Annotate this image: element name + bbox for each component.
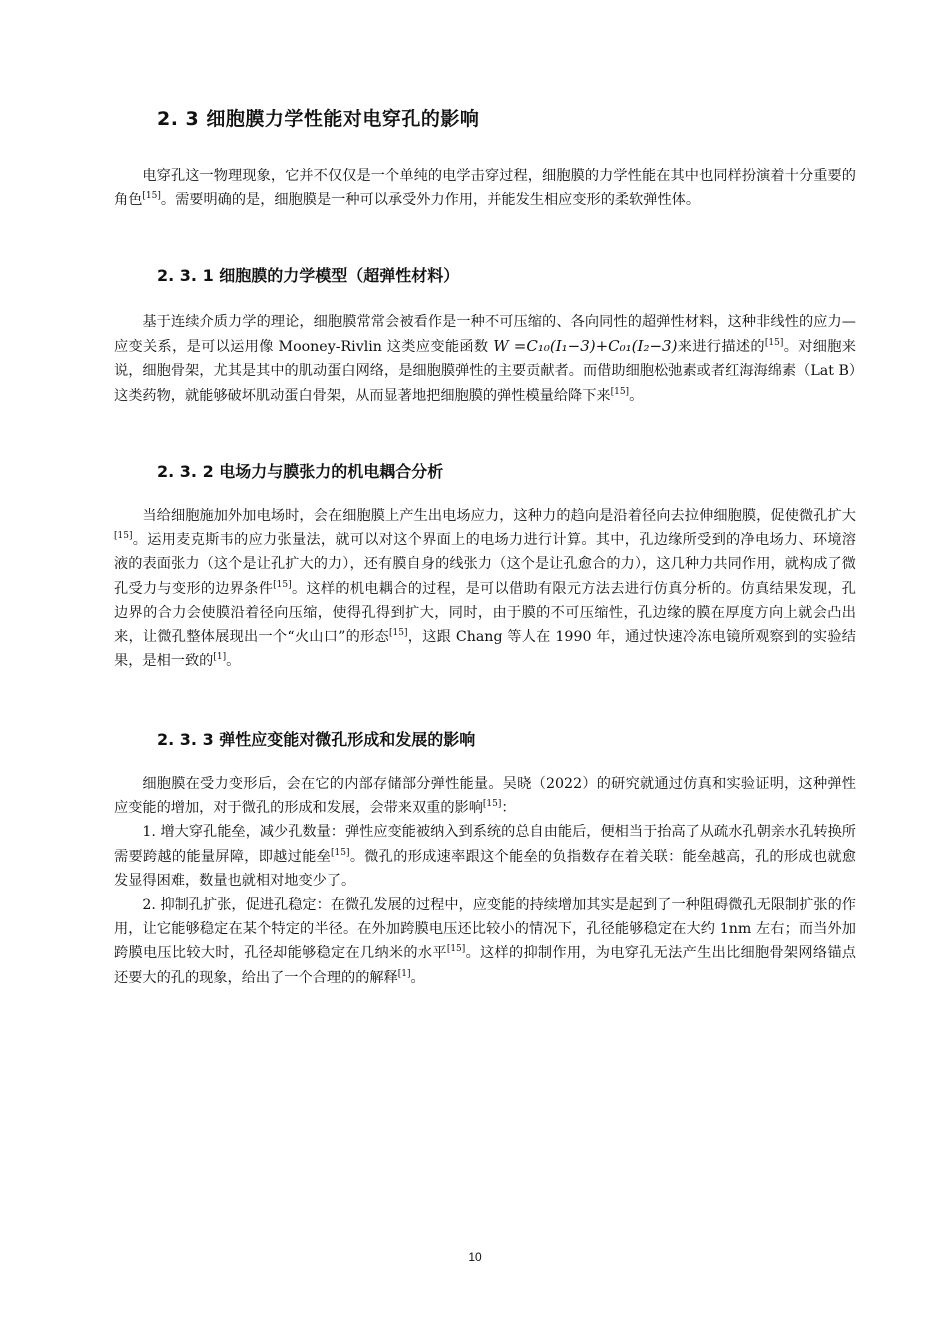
- text: 。这样的机电耦合的过程，是可以借助有限元方法去进行仿真分析的。仿真结果发现，孔边界的合力会使膜沿着径向压缩，使得孔得到扩大，同时，由于膜的不可压缩性，孔边缘的膜在厚度方向上就会凸出来，让微孔整体展现出一个“火山口”的形态: [114, 580, 856, 646]
- citation[interactable]: [15]: [273, 579, 292, 590]
- text: 。微孔的形成速率跟这个能垒的负指数存在着关联：能垒越高，孔的形成也就愈发显得困难，数量也就相对地变少了。: [114, 848, 856, 889]
- section-heading: 2. 3 细胞膜力学性能对电穿孔的影响: [157, 108, 480, 130]
- citation[interactable]: [15]: [114, 531, 133, 542]
- citation[interactable]: [1]: [213, 652, 227, 663]
- text: 。需要明确的是，细胞膜是一种可以承受外力作用，并能发生相应变形的柔软弹性体。: [160, 192, 701, 209]
- subsection-heading-1: 2. 3. 1 细胞膜的力学模型（超弹性材料）: [157, 266, 460, 285]
- text: ：: [501, 800, 516, 817]
- citation[interactable]: [15]: [764, 338, 784, 349]
- subsection-heading-3: 2. 3. 3 弹性应变能对微孔形成和发展的影响: [157, 730, 476, 749]
- text: 细胞膜在受力变形后，会在它的内部存储部分弹性能量。吴晓（2022）的研究就通过仿真和实验证明，这种弹性应变能的增加，对于微孔的形成和发展，会带来双重的影响: [114, 776, 856, 817]
- text: 2. 抑制孔扩张，促进孔稳定：在微孔发展的过程中，应变能的持续增加其实是起到了一种阻碍微孔无限制扩张的作用，让它能够稳定在某个特定的半径。在外加跨膜电压还比较小的情况下，孔径能够稳定在大约 1nm 左右；而当外加跨膜电压比较大时，孔径却能够稳定在几纳米的水平: [114, 897, 856, 962]
- text: 。: [629, 387, 644, 404]
- intro-paragraph: [114, 164, 856, 212]
- paragraph: [114, 893, 856, 990]
- subsection-1-paragraph: [114, 310, 856, 408]
- citation[interactable]: [15]: [482, 799, 502, 810]
- subsection-heading-2: 2. 3. 2 电场力与膜张力的机电耦合分析: [157, 462, 444, 481]
- text: 基于连续介质力学的理论，细胞膜常常会被看作是一种不可压缩的、各向同性的超弹性材料，这种非线性的应力—应变关系，是可以运用像 Mooney-Rivlin 这类应变能函数: [114, 314, 856, 356]
- text: 。对细胞来说，细胞骨架，尤其是其中的肌动蛋白网络，是细胞膜弹性的主要贡献者。而借助细胞松弛素或者红海海绵素（Lat B）这类药物，就能够破坏肌动蛋白骨架，从而显著地把细胞膜的弹性模量给降下来: [114, 339, 856, 404]
- text: 来进行描述的: [677, 339, 765, 356]
- citation[interactable]: [1]: [397, 968, 411, 979]
- subsection-2-paragraph: [114, 504, 856, 673]
- paragraph: [114, 820, 856, 893]
- text: 电穿孔这一物理现象，它并不仅仅是一个单纯的电学击穿过程，细胞膜的力学性能在其中也同样扮演着十分重要的角色: [114, 168, 856, 209]
- citation[interactable]: [15]: [142, 191, 161, 202]
- text: 当给细胞施加外加电场时，会在细胞膜上产生出电场应力，这种力的趋向是沿着径向去拉伸细胞膜，促使微孔扩大: [142, 508, 856, 524]
- formula: W =C₁₀(I₁−3)+C₀₁(I₂−3): [493, 337, 678, 356]
- text: 1. 增大穿孔能垒，减少孔数量：弹性应变能被纳入到系统的总自由能后，便相当于抬高了从疏水孔朝亲水孔转换所需要跨越的能量屏障，即越过能垒: [114, 824, 856, 865]
- text: 。这样的抑制作用，为电穿孔无法产生出比细胞骨架网络锚点还要大的孔的现象，给出了一个合理的的解释: [114, 945, 856, 986]
- text: 。: [226, 653, 241, 670]
- text: 。运用麦克斯韦的应力张量法，就可以对这个界面上的电场力进行计算。其中，孔边缘所受到的净电场力、环境溶液的表面张力（这个是让孔扩大的力），还有膜自身的线张力（这个是让孔愈合的力），这几种力共同作用，就构成了微孔受力与变形的边界条件: [114, 532, 856, 597]
- citation[interactable]: [15]: [331, 847, 350, 858]
- text: ，这跟 Chang 等人在 1990 年，通过快速冷冻电镜所观察到的实验结果，是相一致的: [114, 629, 856, 670]
- citation[interactable]: [15]: [446, 944, 466, 955]
- subsection-3-paragraphs: [114, 772, 856, 990]
- page-number: 10: [468, 1250, 482, 1264]
- paragraph: [114, 772, 856, 820]
- citation[interactable]: [15]: [389, 628, 408, 639]
- citation[interactable]: [15]: [610, 386, 630, 397]
- text: 。: [410, 969, 425, 986]
